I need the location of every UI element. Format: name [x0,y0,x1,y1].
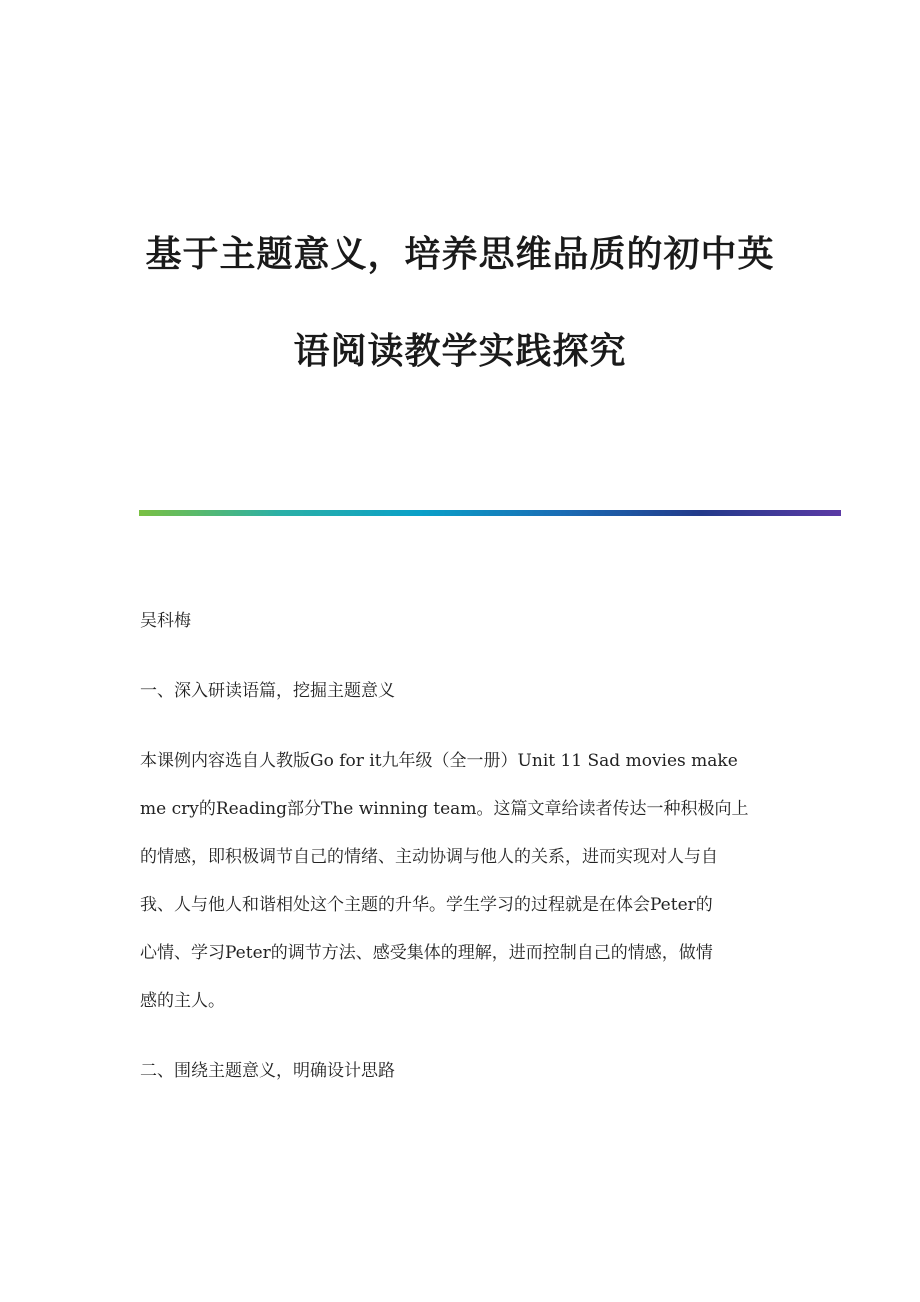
document-title-line-1: 基于主题意义，培养思维品质的初中英 [145,233,775,275]
gradient-divider [139,510,841,516]
paragraph-line: me cry的Reading部分The winning team。这篇文章给读者传达一种积极向上 [140,799,749,819]
paragraph-line: 感的主人。 [140,991,225,1011]
document-title-line-2: 语阅读教学实践探究 [293,330,627,372]
paragraph-line: 本课例内容选自人教版Go for it九年级（全一册）Unit 11 Sad movies make [140,751,738,771]
author-name: 吴科梅 [140,611,191,631]
section-heading-2: 二、围绕主题意义，明确设计思路 [140,1061,395,1081]
section-heading-1: 一、深入研读语篇，挖掘主题意义 [140,681,395,701]
paragraph-line: 我、人与他人和谐相处这个主题的升华。学生学习的过程就是在体会Peter的 [140,895,713,915]
paragraph-line: 心情、学习Peter的调节方法、感受集体的理解，进而控制自己的情感，做情 [140,943,713,963]
paragraph-line: 的情感，即积极调节自己的情绪、主动协调与他人的关系，进而实现对人与自 [140,847,718,867]
